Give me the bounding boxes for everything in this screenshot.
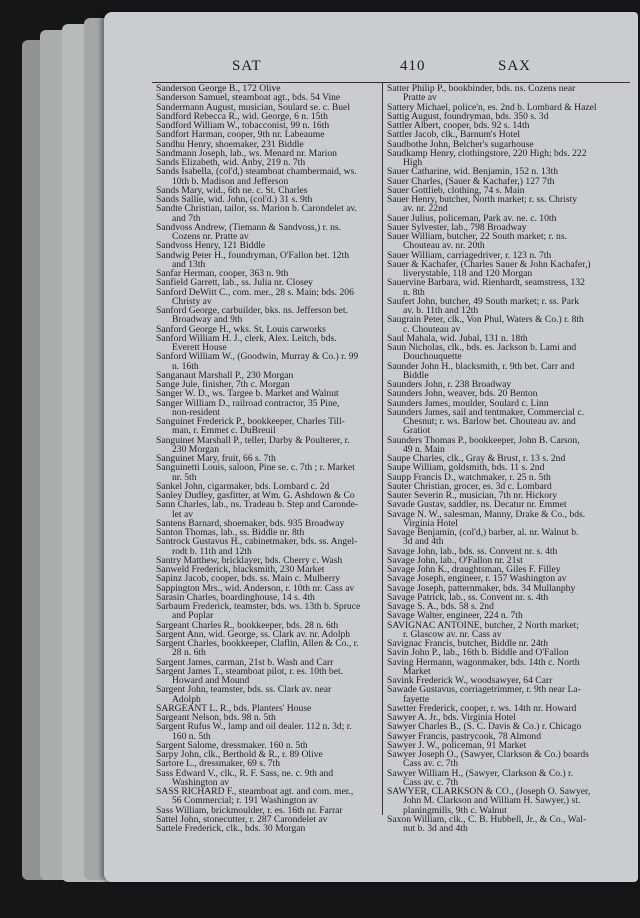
- entry-line: Sawade Gustavus, corriagetrimmer, r. 9th near La-: [387, 685, 581, 695]
- directory-entry: [387, 214, 619, 223]
- entry-line: Sanford DeWitt C., com. mer., 28 s. Main; bds. 206: [156, 287, 354, 297]
- directory-entry: [387, 436, 619, 455]
- directory-entry: [156, 84, 378, 93]
- directory-entry: [156, 565, 378, 574]
- entry-line: Sargent John, teamster, bds. ss. Clark av. near: [156, 685, 332, 695]
- entry-continuation-line: Broadway and 9th: [172, 315, 243, 325]
- entry-line: Sargent James, carman, 21st b. Wash and Carr: [156, 657, 334, 667]
- entry-line: Savage Joseph, patternmaker, bds. 34 Mullanphy: [387, 583, 576, 593]
- entry-line: Sands Elizabeth, wid. Anby, 219 n. 7th: [156, 158, 306, 168]
- entry-continuation-line: Virginia Hotel: [403, 518, 458, 528]
- entry-line: Saudbothe John, Belcher's sugarhouse: [387, 139, 534, 149]
- entry-line: Sawyer William H., (Sawyer, Clarkson & Co.) r.: [387, 768, 574, 778]
- directory-entry: [156, 556, 378, 565]
- directory-entry: [156, 574, 378, 583]
- directory-entry: [387, 815, 619, 834]
- entry-continuation-line: Everett House: [172, 343, 227, 353]
- directory-entry: [387, 593, 619, 602]
- entry-continuation-line: Cass av. c. 7th: [403, 759, 459, 769]
- directory-entry: [156, 806, 378, 815]
- entry-continuation-line: Cozens nr. Pratte av: [172, 232, 249, 242]
- directory-entry: [156, 417, 378, 436]
- directory-entry: [387, 482, 619, 491]
- directory-entry: [156, 399, 378, 418]
- entry-continuation-line: rodt b. 11th and 12th: [172, 546, 252, 556]
- entry-line: Saunders Thomas P., bookkeeper, John B. Carson,: [387, 435, 580, 445]
- directory-entry: [387, 315, 619, 334]
- directory-entry: [387, 556, 619, 565]
- entry-line: Sanganaut Marshall P., 230 Morgan: [156, 370, 294, 380]
- directory-entry: [387, 611, 619, 620]
- entry-line: Sawyer A. Jr., bds. Virginia Hotel: [387, 713, 516, 723]
- directory-entry: [387, 84, 619, 103]
- directory-entry: [387, 297, 619, 316]
- entry-line: Sappington Mrs., wid. Anderson, r. 10th nr. Cass av: [156, 583, 355, 593]
- directory-entry: [156, 639, 378, 658]
- directory-entry: [387, 232, 619, 251]
- entry-line: Sandhu Henry, shoemaker, 231 Biddle: [156, 139, 304, 149]
- entry-continuation-line: planingmills, 9th c. Walnut: [403, 805, 507, 815]
- entry-line: Sargent Ann, wid. George, ss. Clark av. nr. Adolph: [156, 629, 351, 639]
- entry-line: Saunders James, sail and tentmaker, Commercial c.: [387, 407, 585, 417]
- directory-entry: [387, 528, 619, 547]
- entry-line: Sanguinet Marshall P., teller, Darby & Poulterer, r.: [156, 435, 350, 445]
- entry-line: Sandford William W., tobacconist, 99 n. 16th: [156, 121, 330, 131]
- entry-continuation-line: let av: [172, 509, 194, 519]
- page-number: 410: [400, 58, 426, 74]
- entry-continuation-line: n. 16th: [172, 361, 199, 371]
- entry-line: Sawyer J. W., policeman, 91 Market: [387, 740, 527, 750]
- entry-continuation-line: 56 Commercial; r. 191 Washington av: [172, 796, 318, 806]
- entry-line: Saufert John, butcher, 49 South market; r. ss. Park: [387, 296, 579, 306]
- directory-entry: [387, 334, 619, 343]
- directory-entry: [156, 741, 378, 750]
- directory-entry: [156, 436, 378, 455]
- entry-line: Sandmann Joseph, lab., ws. Menard nr. Marion: [156, 148, 337, 158]
- entry-line: Sargent Charles, bookkeeper, Claflin, Allen & Co., r.: [156, 639, 359, 649]
- entry-continuation-line: Adolph: [172, 694, 201, 704]
- entry-line: Sauer Sylvester, lab., 798 Broadway: [387, 222, 527, 232]
- directory-entry: [156, 269, 378, 278]
- entry-continuation-line: non-resident: [172, 407, 220, 417]
- entry-continuation-line: John M. Clarkson and William H. Sawyer,) st.: [403, 796, 581, 806]
- directory-entry: [387, 510, 619, 529]
- entry-continuation-line: 230 Morgan: [172, 444, 219, 454]
- entry-line: SAVIGNAC ANTOINE, butcher, 2 North market;: [387, 620, 579, 630]
- directory-entry: [387, 648, 619, 657]
- directory-entry: [387, 500, 619, 509]
- directory-entry: [387, 676, 619, 685]
- entry-line: Sattele Frederick, clk., bds. 30 Morgan: [156, 824, 306, 834]
- directory-entry: [156, 288, 378, 307]
- entry-continuation-line: Washington av: [172, 777, 230, 787]
- entry-line: Sanford George H., wks. St. Louis carworks: [156, 324, 326, 334]
- directory-entry: [156, 167, 378, 186]
- entry-line: Saunders James, moulder, Soulard c. Linn: [387, 398, 549, 408]
- directory-entry: [156, 593, 378, 602]
- entry-continuation-line: Biddle: [403, 370, 429, 380]
- entry-continuation-line: Cass av. c. 7th: [403, 777, 459, 787]
- directory-entry: [156, 223, 378, 242]
- entry-line: Sauer & Kachafer, (Charles Sauer & John Kachafer,): [387, 259, 591, 269]
- entry-continuation-line: 28 n. 6th: [172, 648, 206, 658]
- directory-entry: [156, 519, 378, 528]
- entry-line: Sauer Charles, (Sauer & Kachafer,) 127 7th: [387, 176, 555, 186]
- entry-line: Sarpy John, clk., Berthold & R., r. 89 Olive: [156, 750, 323, 760]
- entry-line: Santrock Gustavus H., cabinetmaker, bds. ss. Angel-: [156, 537, 358, 547]
- entry-line: Sandvoss Andrew, (Tiemann & Sandvoss,) r. ns.: [156, 222, 342, 232]
- entry-continuation-line: 3d and 4th: [403, 537, 444, 547]
- entry-line: Santens Barnard, shoemaker, bds. 935 Broadway: [156, 518, 345, 528]
- entry-continuation-line: Douchouquette: [403, 352, 462, 362]
- entry-continuation-line: nr. 5th: [172, 472, 197, 482]
- entry-continuation-line: High: [403, 158, 423, 168]
- directory-entry: [156, 241, 378, 250]
- entry-line: Sankel John, cigarmaker, bds. Lombard c. 2d: [156, 481, 330, 491]
- entry-line: Sauer William, butcher, 22 South market; r. ns.: [387, 232, 567, 242]
- directory-entry: [156, 195, 378, 204]
- directory-entry: [387, 473, 619, 482]
- directory-entry: [387, 685, 619, 704]
- directory-entry: [387, 121, 619, 130]
- directory-entry: [387, 621, 619, 640]
- entry-line: Sattery Michael, police'n, es. 2nd b. Lombard & Hazel: [387, 102, 597, 112]
- entry-continuation-line: Howard and Mound: [172, 676, 250, 686]
- entry-continuation-line: Pratte av: [403, 93, 437, 103]
- directory-entry: [156, 121, 378, 130]
- entry-line: Savin John P., lab., 16th b. Biddle and O'Fallon: [387, 648, 569, 658]
- directory-entry: [387, 704, 619, 713]
- directory-entry: [387, 463, 619, 472]
- directory-entry: [156, 463, 378, 482]
- directory-entry: [387, 130, 619, 139]
- directory-entry: [156, 528, 378, 537]
- directory-entry: [156, 787, 378, 806]
- directory-entry: [387, 140, 619, 149]
- entry-line: Sattler Jacob, clk., Barnum's Hotel: [387, 130, 521, 140]
- entry-line: Sange Jule, finisher, 7th c. Morgan: [156, 380, 290, 390]
- entry-line: Sass Edward V., clk., R. F. Sass, ne. c. 9th and: [156, 768, 334, 778]
- entry-line: Saupp Francis D., watchmaker, r. 25 n. 5th: [387, 472, 551, 482]
- entry-line: Santry Matthew, bricklayer, bds. Cherry c. Wash: [156, 555, 343, 565]
- entry-line: Sargeant Nelson, bds. 98 n. 5th: [156, 713, 276, 723]
- entry-line: Savignac Francis, butcher, Biddle nr. 24th: [387, 639, 549, 649]
- directory-entry: [387, 750, 619, 769]
- entry-line: Savage Patrick, lab., ss. Convent nr. s. 4th: [387, 592, 549, 602]
- entry-line: Sanguinetti Louis, saloon, Pine se. c. 7th ; r. Market: [156, 463, 355, 473]
- entry-line: Sandvoss Henry, 121 Biddle: [156, 241, 266, 251]
- directory-entry: [387, 112, 619, 121]
- entry-continuation-line: Chesnut; r. ws. Barlow bet. Chouteau av. and: [403, 417, 576, 427]
- directory-entry: [387, 639, 619, 648]
- entry-line: Saun Nicholas, clk., bds. es. Jackson b. Lami and: [387, 343, 577, 353]
- entry-line: Sandford Rebecca R., wid. George, 6 n. 15th: [156, 111, 328, 121]
- directory-entry: [156, 491, 378, 500]
- directory-entry: [387, 167, 619, 176]
- entry-continuation-line: r. Glascow av. nr. Cass av: [403, 629, 502, 639]
- directory-entry: [387, 713, 619, 722]
- entry-line: Sanger William D., railroad contractor, 35 Pine,: [156, 398, 340, 408]
- entry-line: Savage Joseph, engineer, r. 157 Washington av: [387, 574, 567, 584]
- directory-entry: [387, 251, 619, 260]
- entry-line: Sands Isabella, (col'd,) steamboat chambermaid, ws.: [156, 167, 357, 177]
- directory-entry: [387, 389, 619, 398]
- directory-entry: [387, 602, 619, 611]
- directory-entry: [156, 103, 378, 112]
- entry-continuation-line: and 7th: [172, 213, 201, 223]
- entry-line: Sattig August, foundryman, bds. 350 s. 3d: [387, 111, 549, 121]
- directory-entry: [156, 584, 378, 593]
- entry-line: Santon Thomas, lab., ss. Biddle nr. 8th: [156, 528, 305, 538]
- left-guide-word: SAT: [232, 58, 262, 74]
- right-guide-word: SAX: [498, 58, 532, 74]
- entry-line: Saving Hermann, wagonmaker, bds. 14th c. North: [387, 657, 580, 667]
- entry-continuation-line: Gratiot: [403, 426, 431, 436]
- entry-continuation-line: 160 n. 5th: [172, 731, 211, 741]
- entry-line: Sargent James T., steamboat pilot, r. es. 10th bet.: [156, 666, 344, 676]
- entry-line: Sanford William H. J., clerk, Alex. Leitch, bds.: [156, 333, 337, 343]
- entry-line: Saugrain Peter, clk., Von Phul, Waters & Co.) r. 8th: [387, 315, 584, 325]
- directory-entry: [156, 454, 378, 463]
- entry-line: Sanley Dudley, gasfitter, at Wm. G. Ashdown & Co: [156, 491, 355, 501]
- directory-entry: [387, 260, 619, 279]
- directory-entry: [387, 399, 619, 408]
- directory-entry: [156, 186, 378, 195]
- entry-continuation-line: fayette: [403, 694, 430, 704]
- entry-line: Sanford George, carbuilder, bks. ns. Jefferson bet.: [156, 306, 348, 316]
- entry-line: Sanweld Frederick, blacksmith, 230 Market: [156, 565, 325, 575]
- entry-line: Sauer Henry, butcher, North market; r. ss. Christy: [387, 195, 578, 205]
- entry-line: Sawyer Francis, pastrycook, 78 Almond: [387, 731, 542, 741]
- entry-continuation-line: 10th b. Madison and Jefferson: [172, 176, 289, 186]
- directory-entry: [156, 278, 378, 287]
- entry-line: Sauer Julius, policeman, Park av. ne. c. 10th: [387, 213, 557, 223]
- entry-line: Sandfort Harman, cooper, 9th nr. Labeaume: [156, 130, 325, 140]
- directory-entry: [387, 408, 619, 436]
- entry-line: Sanderson George B., 172 Olive: [156, 84, 281, 94]
- directory-entry: [387, 584, 619, 593]
- entry-line: Savink Frederick W., woodsawyer, 64 Carr: [387, 676, 553, 686]
- directory-entry: [156, 602, 378, 621]
- directory-entry: [156, 500, 378, 519]
- directory-entry: [156, 482, 378, 491]
- entry-line: Sauer William, carriagedriver, r. 123 n. 7th: [387, 250, 552, 260]
- right-column: [387, 84, 619, 833]
- entry-line: Sargeant Charles R., bookkeeper, bds. 28 n. 6th: [156, 620, 339, 630]
- entry-line: Sattler Albert, cooper, bds. 92 s. 14th: [387, 121, 530, 131]
- directory-entry: [387, 177, 619, 186]
- entry-line: Sass William, brickmoulder, r. es. 16th nr. Farrar: [156, 805, 343, 815]
- entry-continuation-line: 49 n. Main: [403, 444, 445, 454]
- directory-entry: [156, 306, 378, 325]
- entry-line: Sandte Christian, tailor, ss. Marion b. Carondelet av.: [156, 204, 357, 214]
- entry-line: Sapinz Jacob, cooper, bds. ss. Main c. Mulberry: [156, 574, 340, 584]
- entry-line: Sands Sallie, wid. John, (col'd.) 31 s. 9th: [156, 195, 313, 205]
- entry-line: Saunder John H., blacksmith, r. 9th bet. Carr and: [387, 361, 575, 371]
- directory-entry: [387, 658, 619, 677]
- directory-entry: [387, 454, 619, 463]
- directory-entry: [156, 658, 378, 667]
- entry-line: Saupe William, goldsmith, bds. 11 s. 2nd: [387, 463, 545, 473]
- directory-entry: [156, 769, 378, 788]
- entry-line: Saudkamp Henry, clothingstore, 220 High; bds. 222: [387, 148, 587, 158]
- directory-entry: [156, 815, 378, 824]
- entry-continuation-line: nut b. 3d and 4th: [403, 824, 468, 834]
- directory-entry: [387, 278, 619, 297]
- entry-line: Satter Philip P., bookbinder, bds. ns. Cozens near: [387, 84, 576, 94]
- entry-line: Sattel John, stonecutter, r. 287 Carondelet av: [156, 814, 328, 824]
- entry-continuation-line: n. 8th: [403, 287, 425, 297]
- directory-entry: [156, 140, 378, 149]
- entry-line: Savage John K., draughtsman, Giles F. Filley: [387, 565, 561, 575]
- directory-entry: [156, 667, 378, 686]
- entry-line: Sanger W. D., ws. Targee b. Market and Walnut: [156, 389, 339, 399]
- directory-entry: [156, 334, 378, 353]
- directory-entry: [156, 251, 378, 270]
- directory-entry: [156, 685, 378, 704]
- entry-continuation-line: Chouteau av. nr. 20th: [403, 241, 485, 251]
- entry-line: Sauer Gottlieb, clothing, 74 s. Main: [387, 185, 525, 195]
- entry-line: Sanford William W., (Goodwin, Murray & Co.) r. 99: [156, 352, 359, 362]
- entry-line: Sauter Severin R., musician, 7th nr. Hickory: [387, 491, 557, 501]
- entry-continuation-line: Christy av: [172, 296, 212, 306]
- directory-entry: [387, 343, 619, 362]
- entry-line: Sarasin Charles, boardinghouse, 14 s. 4th: [156, 592, 315, 602]
- directory-entry: [387, 380, 619, 389]
- entry-line: Savage N. W., salesman, Manny, Drake & Co., bds.: [387, 509, 586, 519]
- directory-entry: [156, 380, 378, 389]
- directory-entry: [156, 130, 378, 139]
- directory-entry: [387, 186, 619, 195]
- directory-entry: [156, 93, 378, 102]
- directory-entry: [156, 325, 378, 334]
- directory-entry: [156, 759, 378, 768]
- entry-line: Sauervine Barbara, wid. Rienhardt, seamstress, 132: [387, 278, 585, 288]
- directory-entry: [156, 630, 378, 639]
- directory-entry: [156, 112, 378, 121]
- entry-continuation-line: c. Chouteau av: [403, 324, 461, 334]
- entry-continuation-line: Market: [403, 666, 431, 676]
- directory-entry: [156, 158, 378, 167]
- entry-line: Sawyer Charles B., (S. C. Davis & Co.) r. Chicago: [387, 722, 582, 732]
- directory-entry: [156, 713, 378, 722]
- entry-line: Savage John, lab., bds. ss. Convent nr. s. 4th: [387, 546, 558, 556]
- entry-line: Sanderson Samuel, steamboat agt., bds. 54 Vine: [156, 93, 341, 103]
- directory-entry: [156, 537, 378, 556]
- directory-entry: [387, 491, 619, 500]
- entry-continuation-line: and Poplar: [172, 611, 214, 621]
- directory-entry: [156, 750, 378, 759]
- directory-entry: [387, 223, 619, 232]
- entry-continuation-line: man, r. Emmet c. DuBreuil: [172, 426, 276, 436]
- entry-line: SAWYER, CLARKSON & CO., (Joseph O. Sawyer,: [387, 787, 591, 797]
- entry-line: Sands Mary, wid., 6th ne. c. St. Charles: [156, 185, 308, 195]
- entry-line: Sargent Rufus W., lamp and oil dealer. 112 n. 3d; r.: [156, 722, 352, 732]
- directory-entry: [387, 103, 619, 112]
- directory-entry: [387, 741, 619, 750]
- entry-line: SASS RICHARD F., steamboat agt. and com. mer.,: [156, 787, 354, 797]
- entry-line: Saxon William, clk., C. B. Hubbell, Jr., & Co., Wal-: [387, 814, 587, 824]
- entry-line: Sanguinet Frederick P., bookkeeper, Charles Till-: [156, 417, 345, 427]
- header-rule: [152, 82, 630, 83]
- entry-continuation-line: av. b. 11th and 12th: [403, 306, 479, 316]
- entry-line: Sandwig Peter H., foundryman, O'Fallon bet. 12th: [156, 250, 350, 260]
- entry-line: SARGEANT L. R., bds. Planters' House: [156, 703, 312, 713]
- entry-line: Savage S. A., bds. 58 s. 2nd: [387, 602, 494, 612]
- directory-entry: [156, 389, 378, 398]
- entry-line: Sanfar Herman, cooper, 363 n. 9th: [156, 269, 289, 279]
- entry-line: Savage Benjamin, (col'd,) barber, al. nr. Walnut b.: [387, 528, 579, 538]
- entry-line: Sartore L., dressmaker, 69 s. 7th: [156, 759, 281, 769]
- entry-line: Savade Gustav, saddler, ns. Decatur nr. Emmet: [387, 500, 567, 510]
- entry-line: Sawyer Joseph O., (Sawyer, Clarkson & Co.) boards: [387, 750, 589, 760]
- entry-line: Sandermann August, musician, Soulard se. c. Buel: [156, 102, 350, 112]
- entry-continuation-line: av. nr. 22nd: [403, 204, 448, 214]
- directory-entry: [387, 362, 619, 381]
- directory-entry: [156, 722, 378, 741]
- entry-line: Sarbaum Frederick, teamster, bds. ws. 13th b. Spruce: [156, 602, 361, 612]
- directory-entry: [156, 824, 378, 833]
- entry-line: Sawtter Frederick, cooper, r. ws. 14th nr. Howard: [387, 703, 577, 713]
- directory-entry: [387, 769, 619, 788]
- entry-line: Saupe Charles, clk., Gray & Brust, r. 13 s. 2nd: [387, 454, 566, 464]
- directory-entry: [387, 787, 619, 815]
- entry-line: Sann Charles, lab., ns. Tradeau b. Step and Caronde-: [156, 500, 359, 510]
- directory-entry: [387, 565, 619, 574]
- entry-continuation-line: and 13th: [172, 259, 206, 269]
- entry-line: Sanguinet Mary, fruit, 66 s. 7th: [156, 454, 276, 464]
- entry-line: Saunders John, r. 238 Broadway: [387, 380, 512, 390]
- entry-line: Sargent Salome, dressmaker. 160 n. 5th: [156, 740, 308, 750]
- entry-line: Saunders John, weaver, bds. 20 Benton: [387, 389, 538, 399]
- directory-entry: [156, 204, 378, 223]
- directory-entry: [156, 149, 378, 158]
- directory-entry: [156, 704, 378, 713]
- entry-line: Savage Walter, engineer, 224 n. 7th: [387, 611, 523, 621]
- entry-line: Saul Mahala, wid. Jubal, 131 n. 18th: [387, 333, 528, 343]
- directory-entry: [387, 722, 619, 731]
- directory-entry: [156, 371, 378, 380]
- directory-entry: [156, 352, 378, 371]
- entry-line: Sauter Christian, grocer, es. 3d c. Lombard: [387, 481, 552, 491]
- directory-entry: [156, 621, 378, 630]
- left-column: [156, 84, 378, 833]
- directory-entry: [387, 149, 619, 168]
- directory-entry: [387, 547, 619, 556]
- directory-entry: [387, 574, 619, 583]
- column-divider: [382, 83, 383, 815]
- directory-entry: [387, 195, 619, 214]
- directory-entry: [387, 732, 619, 741]
- entry-line: Sanfield Garrett, lab., ss. Julia nr. Closey: [156, 278, 313, 288]
- entry-line: Savage John, lab., O'Fallon nr. 21st: [387, 555, 523, 565]
- entry-continuation-line: liverystable, 118 and 120 Morgan: [403, 269, 533, 279]
- entry-line: Sauer Catharine, wid. Benjamin, 152 n. 13th: [387, 167, 559, 177]
